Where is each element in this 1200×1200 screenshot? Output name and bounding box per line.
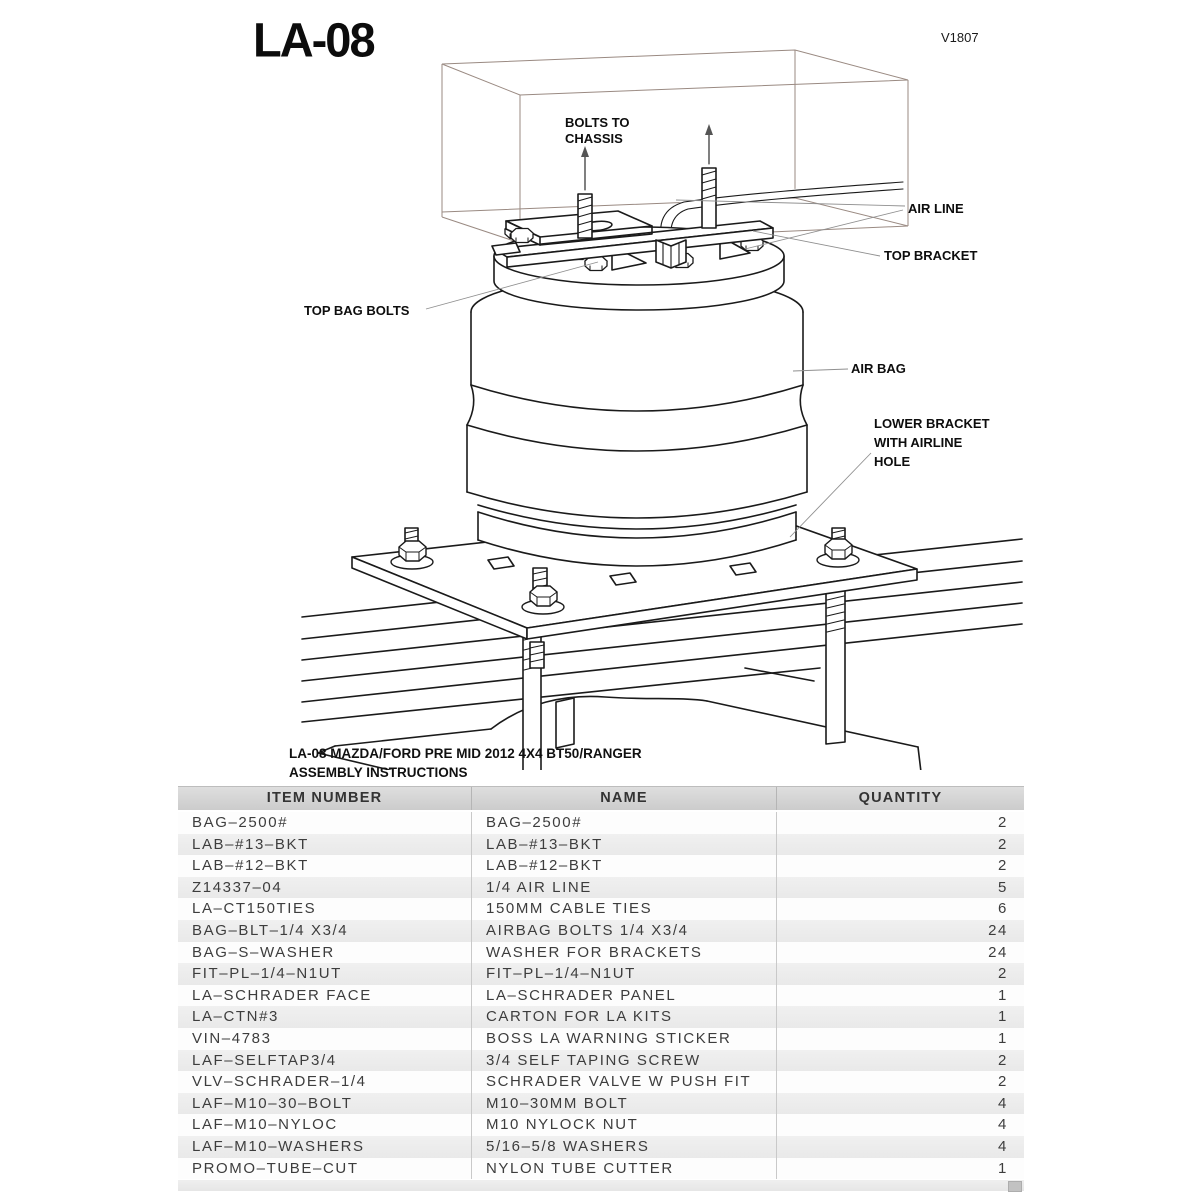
cell-name: CARTON FOR LA KITS xyxy=(471,1006,776,1028)
cell-name: FIT–PL–1/4–N1UT xyxy=(471,963,776,985)
brand-logo: LA-08 xyxy=(253,12,374,67)
table-row xyxy=(178,898,1024,920)
label-lower-bracket-3: HOLE xyxy=(874,454,911,469)
label-top-bag-bolts: TOP BAG BOLTS xyxy=(304,303,410,318)
cell-item-number: FIT–PL–1/4–N1UT xyxy=(192,965,342,983)
cell-quantity: 4 xyxy=(776,1136,1024,1158)
header-item-number: ITEM NUMBER xyxy=(266,790,383,806)
table-header-row xyxy=(178,786,1024,812)
cell-quantity: 5 xyxy=(776,877,1024,899)
cell-quantity: 1 xyxy=(776,1006,1024,1028)
cell-name: NYLON TUBE CUTTER xyxy=(471,1158,776,1180)
cell-quantity: 2 xyxy=(776,1071,1024,1093)
table-row xyxy=(178,812,1024,834)
cell-item-number: LA–SCHRADER FACE xyxy=(192,986,372,1004)
label-bolts-to-chassis: BOLTS TO xyxy=(565,115,630,130)
table-row xyxy=(178,834,1024,856)
u-bolt-post xyxy=(826,590,845,744)
table-row xyxy=(178,1006,1024,1028)
cell-item-number: VIN–4783 xyxy=(192,1029,272,1047)
cell-item-number: LAF–SELFTAP3/4 xyxy=(192,1051,337,1069)
cell-quantity: 1 xyxy=(776,1028,1024,1050)
table-row xyxy=(178,855,1024,877)
label-bolts-to-chassis-2: CHASSIS xyxy=(565,131,623,146)
table-row xyxy=(178,877,1024,899)
cell-item-number: LAF–M10–30–BOLT xyxy=(192,1094,353,1112)
table-row xyxy=(178,920,1024,942)
cell-name: SCHRADER VALVE W PUSH FIT xyxy=(471,1071,776,1093)
cell-name: 3/4 SELF TAPING SCREW xyxy=(471,1050,776,1072)
cell-item-number: LAB–#12–BKT xyxy=(192,857,309,875)
cell-item-number: BAG–BLT–1/4 X3/4 xyxy=(192,921,349,939)
cell-item-number: Z14337–04 xyxy=(192,878,283,896)
cell-item-number: BAG–S–WASHER xyxy=(192,943,335,961)
cell-quantity: 1 xyxy=(776,1158,1024,1180)
cell-item-number: LA–CTN#3 xyxy=(192,1008,280,1026)
cell-item-number: VLV–SCHRADER–1/4 xyxy=(192,1073,367,1091)
air-bag-drawing xyxy=(465,276,809,585)
cell-quantity: 4 xyxy=(776,1114,1024,1136)
cell-name: 150MM CABLE TIES xyxy=(471,898,776,920)
cell-quantity: 1 xyxy=(776,985,1024,1007)
parts-table xyxy=(178,786,1024,1191)
cell-item-number: PROMO–TUBE–CUT xyxy=(192,1159,359,1177)
cell-name: LAB–#13–BKT xyxy=(471,834,776,856)
cell-name: M10 NYLOCK NUT xyxy=(471,1114,776,1136)
cell-quantity: 6 xyxy=(776,898,1024,920)
table-row xyxy=(178,1050,1024,1072)
cell-quantity: 2 xyxy=(776,963,1024,985)
table-body xyxy=(178,812,1024,1179)
cell-name: 5/16–5/8 WASHERS xyxy=(471,1136,776,1158)
cell-quantity: 24 xyxy=(776,920,1024,942)
cell-name: BAG–2500# xyxy=(471,812,776,834)
header-quantity: QUANTITY xyxy=(776,787,1024,810)
label-lower-bracket: LOWER BRACKET xyxy=(874,416,990,431)
cell-name: 1/4 AIR LINE xyxy=(471,877,776,899)
cell-name: LA–SCHRADER PANEL xyxy=(471,985,776,1007)
cell-item-number: BAG–2500# xyxy=(192,814,289,831)
cell-quantity: 2 xyxy=(776,834,1024,856)
table-row xyxy=(178,1158,1024,1180)
cell-quantity: 24 xyxy=(776,942,1024,964)
caption-assembly-instructions: ASSEMBLY INSTRUCTIONS xyxy=(289,765,468,780)
label-top-bracket: TOP BRACKET xyxy=(884,248,978,263)
label-lower-bracket-2: WITH AIRLINE xyxy=(874,435,963,450)
cell-item-number: LAF–M10–WASHERS xyxy=(192,1137,365,1155)
partial-row xyxy=(178,1179,1024,1191)
table-row xyxy=(178,985,1024,1007)
cell-name: WASHER FOR BRACKETS xyxy=(471,942,776,964)
spring-seat-post xyxy=(556,698,574,748)
table-row xyxy=(178,1136,1024,1158)
cell-name: AIRBAG BOLTS 1/4 X3/4 xyxy=(471,920,776,942)
kit-title: LA-08 MAZDA/FORD PRE MID 2012 4X4 BT50/RANGER xyxy=(289,746,642,761)
table-row xyxy=(178,1114,1024,1136)
cell-quantity: 2 xyxy=(776,855,1024,877)
cell-name: BOSS LA WARNING STICKER xyxy=(471,1028,776,1050)
table-row xyxy=(178,1028,1024,1050)
cell-quantity: 2 xyxy=(776,1050,1024,1072)
cell-name: LAB–#12–BKT xyxy=(471,855,776,877)
table-row xyxy=(178,1093,1024,1115)
label-air-bag: AIR BAG xyxy=(851,361,906,376)
cell-quantity: 4 xyxy=(776,1093,1024,1115)
scroll-thumb[interactable] xyxy=(1008,1181,1022,1192)
table-row xyxy=(178,1071,1024,1093)
table-row xyxy=(178,963,1024,985)
table-row xyxy=(178,942,1024,964)
header-name: NAME xyxy=(471,787,776,810)
cell-name: M10–30MM BOLT xyxy=(471,1093,776,1115)
cell-item-number: LAF–M10–NYLOC xyxy=(192,1116,338,1134)
label-air-line: AIR LINE xyxy=(908,201,964,216)
cell-quantity: 2 xyxy=(776,812,1024,834)
cell-item-number: LAB–#13–BKT xyxy=(192,835,309,853)
version-number: V1807 xyxy=(941,30,979,45)
cell-item-number: LA–CT150TIES xyxy=(192,900,317,918)
